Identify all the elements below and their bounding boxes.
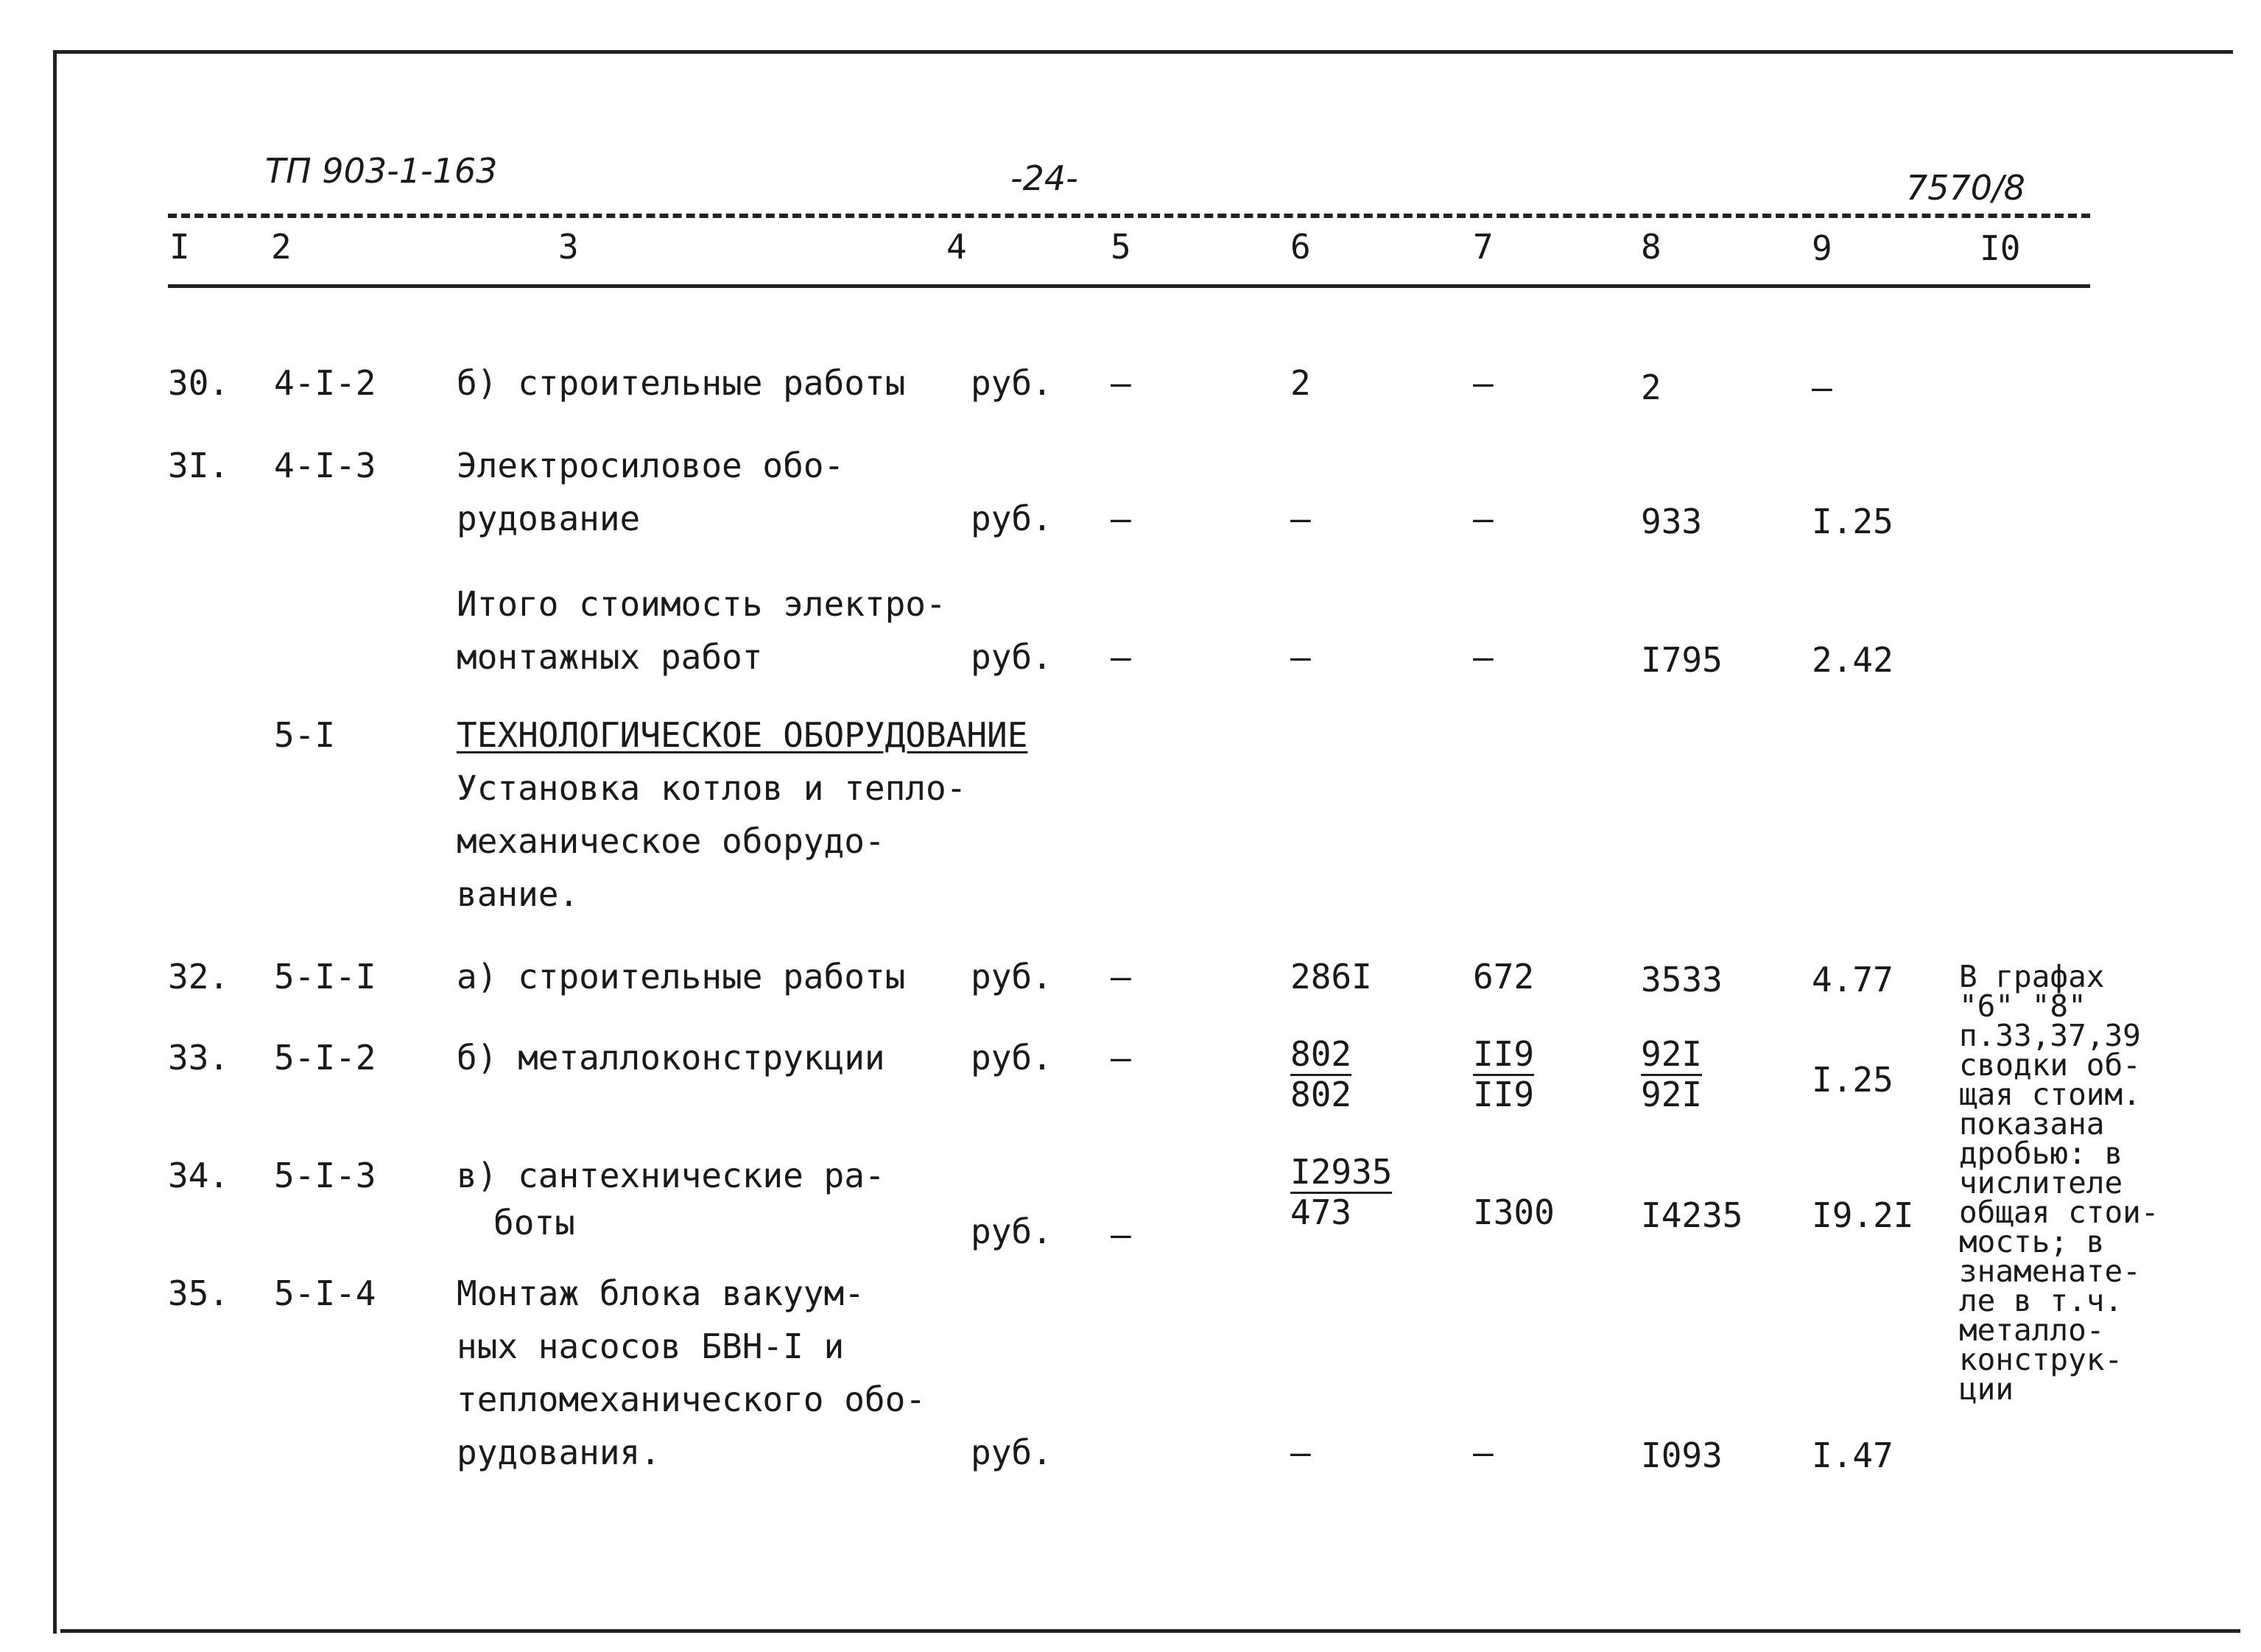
note-line: показана — [1959, 1106, 2105, 1142]
row-unit: руб. — [971, 499, 1052, 538]
col-header-2: 2 — [271, 227, 292, 267]
row-col7: – — [1473, 363, 1494, 403]
row-name-line: а) строительные работы — [457, 957, 906, 997]
page-number: -24- — [1010, 158, 1078, 198]
section-title: ТЕХНОЛОГИЧЕСКОЕ ОБОРУДОВАНИЕ — [457, 715, 1028, 755]
row-col8: 3533 — [1641, 960, 1723, 999]
header-dashed-rule — [168, 214, 2090, 218]
row-name-line: ных насосов БВН-I и — [457, 1326, 845, 1366]
row-name-line: Электросиловое обо- — [457, 446, 845, 485]
col-header-1: I — [169, 227, 190, 267]
row-code: 5-I-3 — [274, 1156, 376, 1195]
row-col7: – — [1473, 499, 1494, 538]
note-line: металло- — [1959, 1312, 2105, 1348]
col-header-10: I0 — [1980, 228, 2021, 268]
row-col8: I093 — [1641, 1435, 1723, 1475]
row-number: 30. — [168, 363, 230, 403]
doc-code: ТП 903-1-163 — [265, 151, 498, 191]
row-name-line: Итого стоимость электро- — [457, 584, 946, 624]
note-line: общая стои- — [1959, 1195, 2159, 1230]
row-code: 5-I-4 — [274, 1273, 376, 1313]
fraction-denominator: 92I — [1641, 1075, 1703, 1114]
fraction-col8 — [1641, 1034, 1703, 1114]
col-header-6: 6 — [1290, 227, 1311, 267]
row-code: 5-I-I — [274, 957, 376, 997]
section-desc-line: Установка котлов и тепло- — [457, 768, 967, 808]
row-col6: 2 — [1290, 363, 1311, 403]
note-line: конструк- — [1959, 1342, 2123, 1377]
row-name-line: б) строительные работы — [457, 363, 906, 403]
note-column-10 — [1959, 959, 2159, 1407]
note-line: В графах — [1959, 959, 2105, 994]
row-unit: руб. — [971, 1433, 1052, 1472]
row-code: 4-I-3 — [274, 446, 376, 485]
note-line: ле в т.ч. — [1959, 1283, 2123, 1318]
col-header-7: 7 — [1473, 227, 1494, 267]
row-number: 33. — [168, 1038, 230, 1078]
row-number: 3I. — [168, 446, 230, 485]
col-header-4: 4 — [946, 227, 967, 267]
row-col7: 672 — [1473, 957, 1535, 997]
fraction-col7 — [1473, 1034, 1535, 1114]
row-name-line: боты — [493, 1203, 575, 1242]
section-code: 5-I — [274, 715, 336, 755]
row-unit: руб. — [971, 637, 1052, 677]
row-code: 4-I-2 — [274, 363, 376, 403]
col-header-9: 9 — [1812, 228, 1832, 268]
row-number: 34. — [168, 1156, 230, 1195]
fraction-numerator: II9 — [1473, 1037, 1534, 1076]
row-name-line: монтажных работ — [457, 637, 763, 677]
header-solid-rule — [168, 284, 2090, 288]
row-col9: I.25 — [1812, 502, 1893, 541]
fraction-col6 — [1290, 1152, 1393, 1232]
fraction-denominator: II9 — [1473, 1075, 1535, 1114]
row-col9: I.47 — [1812, 1435, 1893, 1475]
fraction-denominator: 473 — [1290, 1192, 1352, 1232]
row-number: 35. — [168, 1273, 230, 1313]
row-col5: – — [1111, 363, 1131, 403]
row-number: 32. — [168, 957, 230, 997]
row-col8: 933 — [1641, 502, 1703, 541]
row-col5: – — [1111, 957, 1131, 997]
row-col5: – — [1111, 637, 1131, 677]
row-col6: – — [1290, 1433, 1311, 1472]
row-name-line: рудования. — [457, 1433, 661, 1472]
page-frame-bottom — [60, 1629, 2240, 1633]
row-col6: – — [1290, 499, 1311, 538]
row-col5: – — [1111, 1038, 1131, 1078]
row-unit: руб. — [971, 1212, 1052, 1251]
row-code: 5-I-2 — [274, 1038, 376, 1078]
note-line: щая стоим. — [1959, 1077, 2141, 1112]
row-name-line: в) сантехнические ра- — [457, 1156, 885, 1195]
page-frame-left — [53, 50, 57, 1634]
row-col5: – — [1111, 499, 1131, 538]
note-line: числителе — [1959, 1165, 2123, 1201]
fraction-numerator: 92I — [1641, 1037, 1702, 1076]
row-name-line: Монтаж блока вакуум- — [457, 1273, 865, 1313]
section-desc-line: механическое оборудо- — [457, 821, 885, 861]
row-col6: 286I — [1290, 957, 1372, 997]
row-col6: – — [1290, 637, 1311, 677]
row-unit: руб. — [971, 363, 1052, 403]
fraction-numerator: 802 — [1290, 1037, 1351, 1076]
row-col7: – — [1473, 637, 1494, 677]
note-line: "6" "8" — [1959, 988, 2086, 1024]
note-line: п.33,37,39 — [1959, 1018, 2141, 1053]
archive-number: 7570/8 — [1906, 168, 2025, 208]
fraction-denominator: 802 — [1290, 1075, 1352, 1114]
col-header-8: 8 — [1641, 227, 1662, 267]
row-unit: руб. — [971, 1038, 1052, 1078]
row-unit: руб. — [971, 957, 1052, 997]
row-col5: – — [1111, 1215, 1131, 1254]
row-name-line: б) металлоконструкции — [457, 1038, 885, 1078]
page-frame-top — [53, 50, 2233, 54]
note-line: знаменате- — [1959, 1254, 2141, 1289]
row-name-line: рудование — [457, 499, 641, 538]
section-desc-line: вание. — [457, 874, 580, 914]
fraction-col6 — [1290, 1034, 1352, 1114]
row-col9: 4.77 — [1812, 960, 1893, 999]
note-line: сводки об- — [1959, 1047, 2141, 1083]
note-line: ции — [1959, 1371, 2014, 1407]
row-col7: – — [1473, 1433, 1494, 1472]
col-header-5: 5 — [1111, 227, 1131, 267]
row-col8: I4235 — [1641, 1195, 1743, 1235]
row-name-line: тепломеханического обо- — [457, 1379, 926, 1419]
note-line: мость; в — [1959, 1224, 2105, 1259]
row-col9: I.25 — [1812, 1060, 1893, 1100]
row-col7: I300 — [1473, 1192, 1555, 1232]
row-col8: I795 — [1641, 640, 1723, 680]
note-line: дробью: в — [1959, 1136, 2123, 1171]
fraction-numerator: I2935 — [1290, 1155, 1392, 1194]
row-col9: 2.42 — [1812, 640, 1893, 680]
row-col9: – — [1812, 368, 1832, 407]
col-header-3: 3 — [558, 227, 579, 267]
row-col9: I9.2I — [1812, 1195, 1914, 1235]
row-col8: 2 — [1641, 368, 1662, 407]
